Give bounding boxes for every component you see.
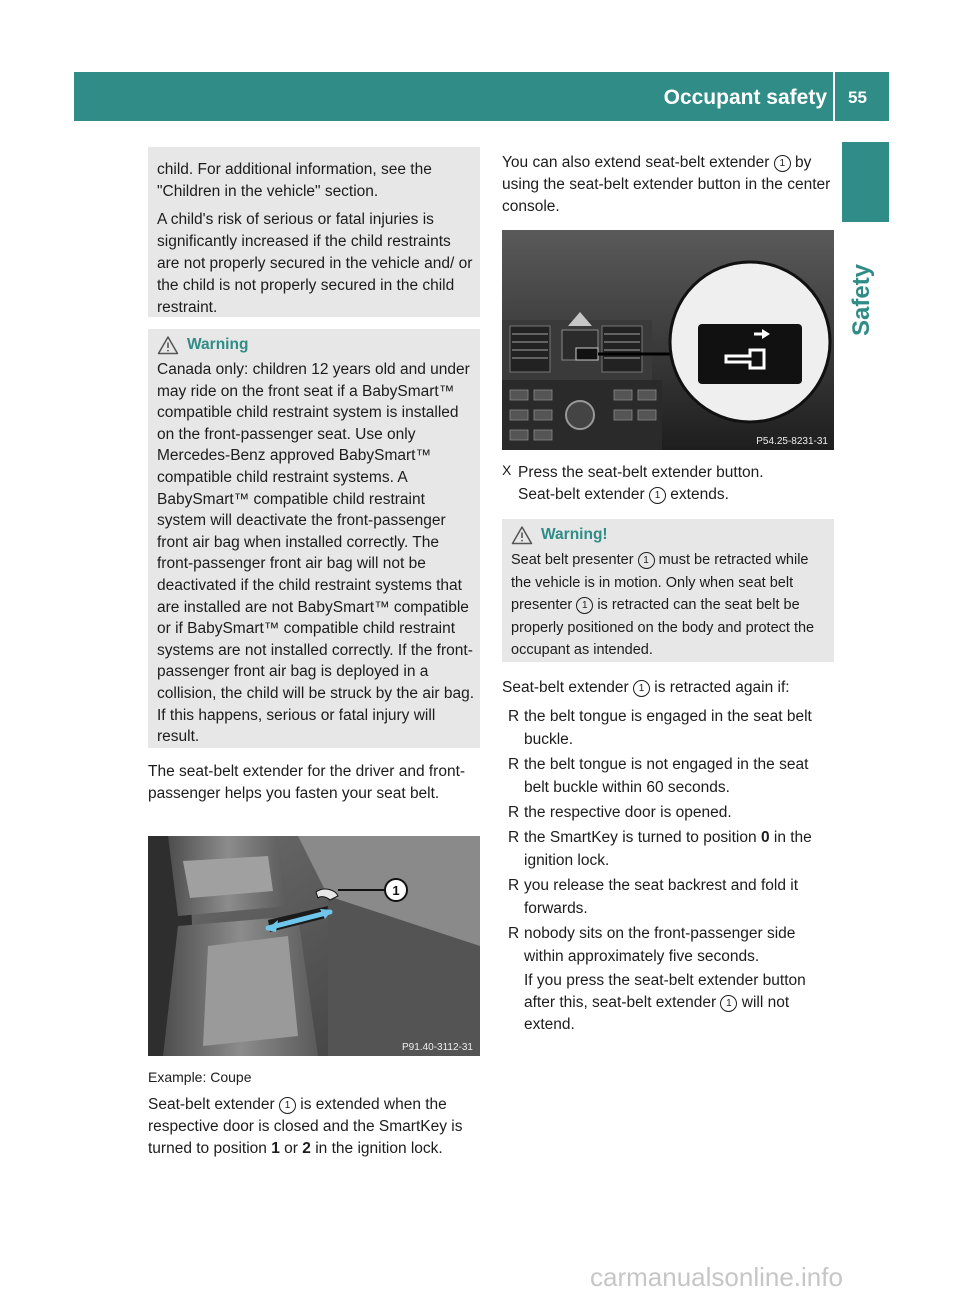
- side-tab-label: Safety: [848, 263, 875, 336]
- button-intro: You can also extend seat-belt extender 1 by using the seat-belt extender button in the center console.: [502, 154, 831, 215]
- step-marker: X: [502, 462, 512, 478]
- info-para-1: child. For additional information, see the "Children in the vehicle" section.: [157, 161, 432, 200]
- list-item: R nobody sits on the front-passenger side within approximately five seconds.: [508, 925, 796, 965]
- seat-belt-extender-intro: The seat-belt extender for the driver and front-passenger helps you fasten your seat belt.: [148, 763, 466, 802]
- callout-ref: 1: [638, 552, 655, 569]
- list-item: R the respective door is opened.: [508, 804, 732, 821]
- callout-ref: 1: [649, 487, 666, 504]
- retract-conditions-list: [502, 705, 836, 968]
- side-tab: [842, 142, 889, 222]
- page-number: 55: [848, 88, 867, 107]
- warning-body-1: Canada only: children 12 years old and under may ride on the front seat if a BabySmart™ compatible child restraint system is installed on the front-passenger seat. Use only Mercedes-Benz approved BabySmart™ compatible child restraint systems. A BabySmart™ compatible child restraint system will deactivate the front-passenger front air bag when installed correctly. The front-passenger front air bag will not be deactivated if the child restraint systems that are installed are not BabySmart™ compatible or if BabySmart™ compatible child restraint systems are not installed correctly. If the front-passenger front air bag is deployed in a collision, the child will be struck by the air bag. If this happens, serious or fatal injury will result.: [157, 361, 475, 746]
- warning-box-1: [148, 329, 480, 748]
- image-code-2: P54.25-8231-31: [756, 436, 828, 447]
- warning-header-2: [511, 525, 829, 545]
- extender-note: If you press the seat-belt extender button after this, seat-belt extender 1 will not extend.: [524, 972, 806, 1033]
- callout-ref: 1: [720, 995, 737, 1012]
- warning-triangle-icon: [511, 525, 533, 545]
- list-item: R you release the seat backrest and fold it forwards.: [508, 877, 798, 917]
- warning-title-2: Warning!: [541, 526, 608, 543]
- image-code-1: P91.40-3112-31: [402, 1042, 473, 1053]
- step-text: Press the seat-belt extender button.: [518, 464, 764, 481]
- list-item: R the belt tongue is not engaged in the seat belt buckle within 60 seconds.: [508, 756, 809, 796]
- warning-title-1: Warning: [187, 336, 249, 353]
- info-box: [148, 147, 480, 317]
- section-title: Occupant safety: [663, 86, 827, 109]
- extended-explanation: Seat-belt extender 1 is extended when the respective door is closed and the SmartKey is turned to position 1 or 2 in the ignition lock.: [148, 1096, 463, 1157]
- callout-ref: 1: [774, 155, 791, 172]
- header-divider: [833, 72, 835, 121]
- warning-box-2: [502, 519, 834, 662]
- callout-ref: 1: [633, 680, 650, 697]
- image-caption: Example: Coupe: [148, 1069, 252, 1085]
- callout-1-label: 1: [392, 883, 400, 898]
- seat-photo: [148, 836, 480, 1056]
- list-item: R the belt tongue is engaged in the seat belt buckle.: [508, 708, 812, 748]
- callout-ref: 1: [279, 1097, 296, 1114]
- callout-ref: 1: [576, 597, 593, 614]
- warning-triangle-icon: [157, 335, 179, 355]
- warning-header-1: [157, 335, 475, 355]
- watermark: carmanualsonline.info: [590, 1262, 843, 1292]
- console-photo: [502, 230, 834, 450]
- warning-body-2: Seat belt presenter 1 must be retracted while the vehicle is in motion. Only when seat belt presenter 1 is retracted can the seat belt be properly positioned on the body and protect the occupant as intended.: [511, 552, 815, 658]
- info-para-2: A child's risk of serious or fatal injuries is significantly increased if the child restraints are not properly secured in the vehicle and/ or the child is not properly secured in the child restraint.: [157, 211, 473, 316]
- list-item: R the SmartKey is turned to position 0 in the ignition lock.: [508, 829, 812, 869]
- retract-intro: Seat-belt extender 1 is retracted again if:: [502, 679, 790, 696]
- step-result: Seat-belt extender 1 extends.: [518, 486, 729, 503]
